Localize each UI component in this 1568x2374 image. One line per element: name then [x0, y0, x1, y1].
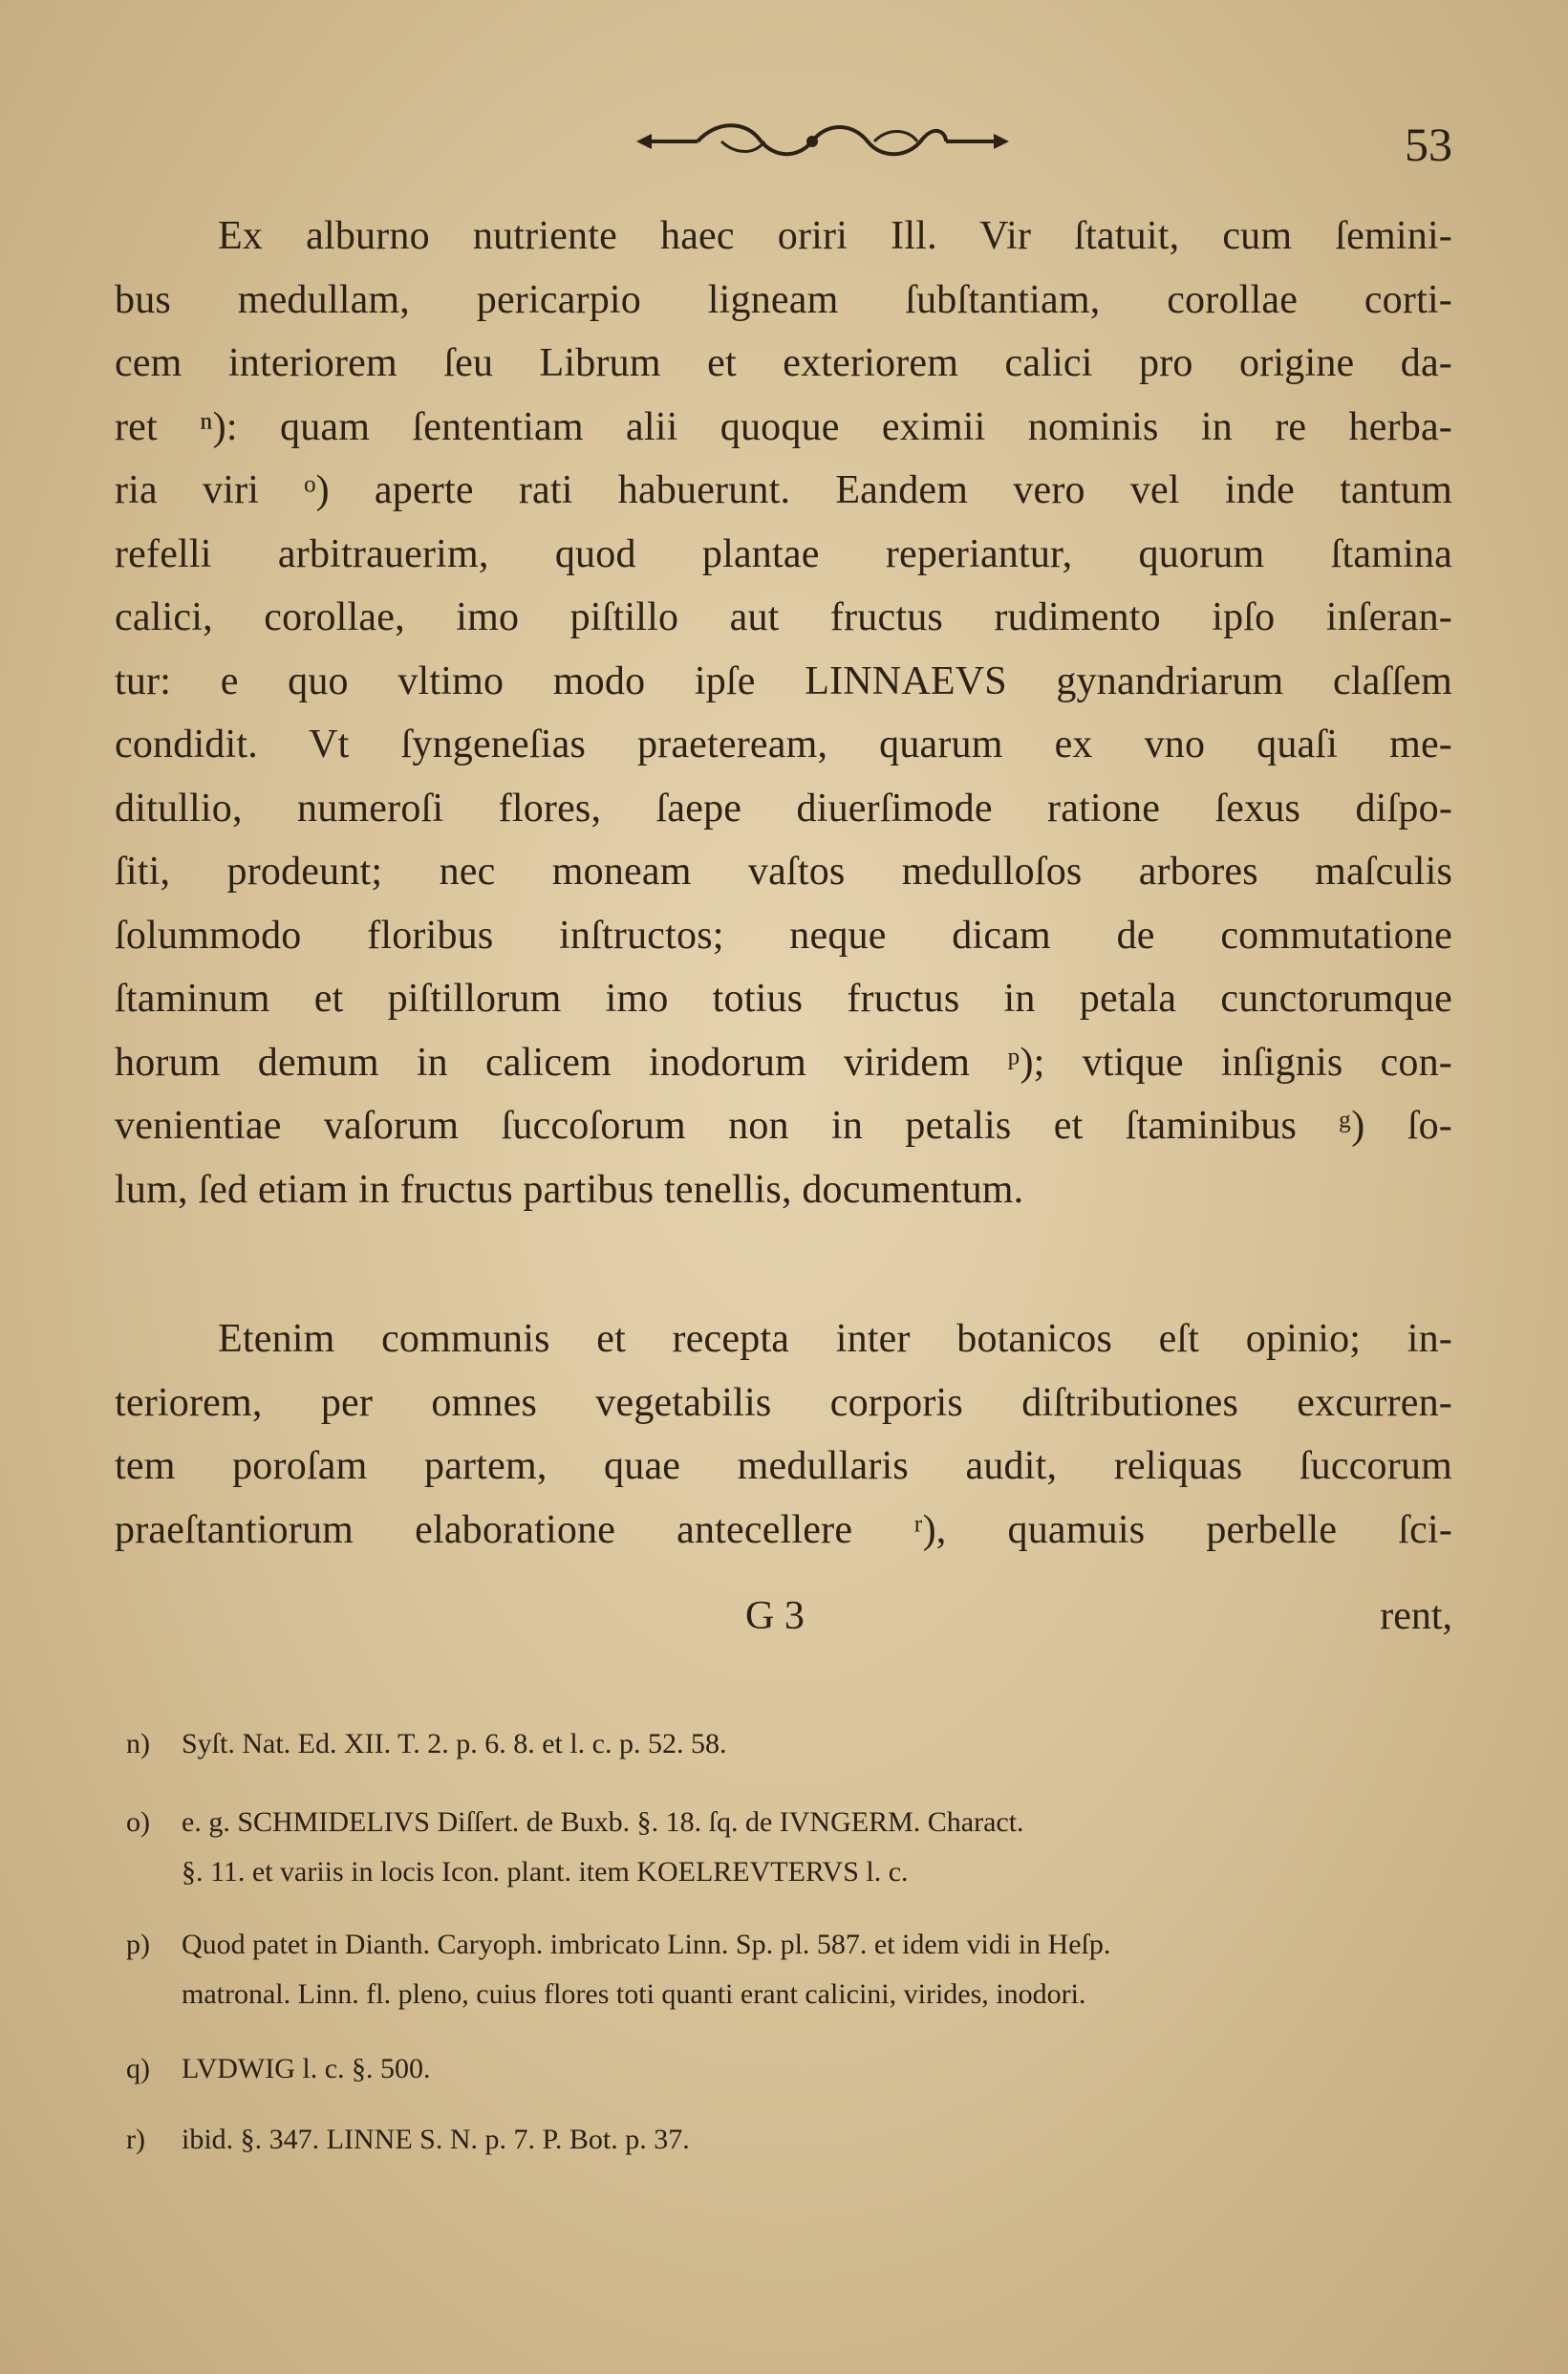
text-line: horum demum in calicem inodorum viridem ᵖ); vtique inſignis con-	[115, 1040, 1452, 1085]
text-line: ſolummodo floribus inſtructos; neque dicam de commutatione	[115, 913, 1452, 958]
footnote-text: matronal. Linn. fl. pleno, cuius flores toti quanti erant calicini, virides, inodori.	[182, 1978, 1086, 2010]
text-line: Etenim communis et recepta inter botanicos eſt opinio; in-	[218, 1317, 1452, 1361]
footnote-mark: r)	[126, 2124, 145, 2155]
text-line: cem interiorem ſeu Librum et exteriorem calici pro origine da-	[115, 341, 1452, 385]
footnote-text: e. g. SCHMIDELIVS Diſſert. de Buxb. §. 18. ſq. de IVNGERM. Charact.	[182, 1806, 1024, 1838]
signature-mark: G 3	[745, 1594, 805, 1638]
footnote-mark: p)	[126, 1929, 150, 1960]
footnote-mark: o)	[126, 1806, 150, 1838]
text-line: teriorem, per omnes vegetabilis corporis diſtributiones excurren-	[115, 1380, 1452, 1425]
text-line: tur: e quo vltimo modo ipſe LINNAEVS gynandriarum claſſem	[115, 658, 1452, 703]
text-line: praeſtantiorum elaboratione antecellere ʳ), quamuis perbelle ſci-	[115, 1507, 1452, 1552]
footnote-n	[126, 1728, 1454, 1760]
text-line: calici, corollae, imo piſtillo aut fructus rudimento ipſo inſeran-	[115, 595, 1452, 639]
page-number: 53	[1405, 118, 1452, 171]
catchword: rent,	[1380, 1594, 1452, 1638]
header-ornament	[631, 113, 1013, 170]
text-line-last: lum, ſed etiam in fructus partibus tenellis, documentum.	[115, 1167, 1024, 1212]
text-line: tem poroſam partem, quae medullaris audit, reliquas ſuccorum	[115, 1444, 1452, 1488]
footnote-mark: q)	[126, 2053, 150, 2084]
footnote-text: ibid. §. 347. LINNE S. N. p. 7. P. Bot. p. 37.	[182, 2124, 690, 2155]
text-line: refelli arbitrauerim, quod plantae reperiantur, quorum ſtamina	[115, 531, 1452, 576]
footnote-text: Syſt. Nat. Ed. XII. T. 2. p. 6. 8. et l. c. p. 52. 58.	[182, 1728, 727, 1759]
footnote-text: §. 11. et variis in locis Icon. plant. item KOELREVTERVS l. c.	[182, 1856, 909, 1888]
paragraph-1	[115, 205, 1452, 1221]
text-line: condidit. Vt ſyngeneſias praeteream, quarum ex vno quaſi me-	[115, 723, 1452, 766]
text-line: ſiti, prodeunt; nec moneam vaſtos medulloſos arbores maſculis	[115, 850, 1452, 894]
footnote-o-continued	[126, 1856, 1510, 1888]
paragraph-2	[115, 1307, 1452, 1562]
text-line: ret ⁿ): quam ſententiam alii quoque eximii nominis in re herba-	[115, 404, 1452, 449]
footnote-text: Quod patet in Dianth. Caryoph. imbricato Linn. Sp. pl. 587. et idem vidi in Heſp.	[182, 1929, 1111, 1960]
text-line: Ex alburno nutriente haec oriri Ill. Vir ſtatuit, cum ſemini-	[218, 214, 1452, 258]
footnote-q	[126, 2053, 1454, 2085]
text-line: venientiae vaſorum ſuccoſorum non in petalis et ſtaminibus ᵍ) ſo-	[115, 1104, 1452, 1148]
footnote-p-continued	[126, 1978, 1510, 2011]
footnote-mark: n)	[126, 1728, 150, 1759]
footnote-o	[126, 1806, 1454, 1839]
footnote-p	[126, 1929, 1454, 1961]
footnote-text: LVDWIG l. c. §. 500.	[182, 2053, 431, 2084]
footnote-r	[126, 2124, 1454, 2156]
text-line: ria viri ᵒ) aperte rati habuerunt. Eandem vero vel inde tantum	[115, 468, 1452, 512]
text-line: ditullio, numeroſi flores, ſaepe diuerſimode ratione ſexus diſpo-	[115, 786, 1452, 831]
text-line: bus medullam, pericarpio ligneam ſubſtantiam, corollae corti-	[115, 277, 1452, 322]
text-line: ſtaminum et piſtillorum imo totius fructus in petala cunctorumque	[115, 977, 1452, 1021]
